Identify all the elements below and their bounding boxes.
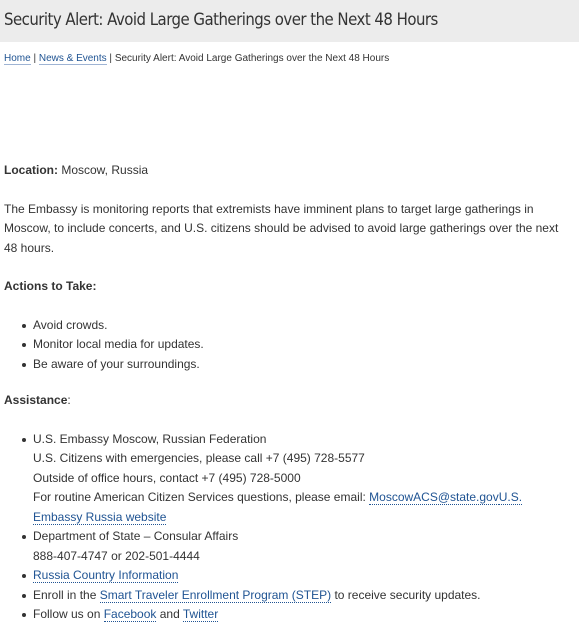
list-item-state-dept [33, 527, 572, 566]
article-body [4, 161, 572, 625]
intro-paragraph: The Embassy is monitoring reports that extremists have imminent plans to target large gatherings in Moscow, to include concerts, and U.S. citizens should be advised to avoid large gatherings over the next 48 hours. [4, 201, 559, 255]
breadcrumb-separator: | [30, 53, 39, 64]
list-item-follow: Follow us on Facebook and Twitter [33, 605, 572, 625]
title-bar [0, 0, 579, 42]
actions-list [4, 316, 572, 375]
breadcrumb-current: Security Alert: Avoid Large Gatherings over the Next 48 Hours [114, 53, 390, 64]
facebook-link[interactable]: Facebook [103, 607, 157, 621]
breadcrumb-home-link[interactable]: Home [4, 53, 31, 64]
breadcrumb-news-link[interactable]: News & Events [38, 53, 107, 64]
list-item: Be aware of your surroundings. [33, 355, 572, 375]
list-item-embassy [33, 430, 572, 528]
state-dept-phones: 888-407-4747 or 202-501-4444 [33, 548, 200, 563]
email-link[interactable]: MoscowACS@state.gov [369, 490, 499, 504]
assistance-list [4, 430, 572, 625]
embassy-emergency: U.S. Citizens with emergencies, please call +7 (495) 728-5577 [33, 451, 365, 465]
embassy-after-hours: Outside of office hours, contact +7 (495) 728-5000 [33, 470, 301, 485]
page-title: Security Alert: Avoid Large Gatherings over the Next 48 Hours [4, 10, 438, 30]
breadcrumb-separator: | [106, 53, 115, 64]
embassy-website-link[interactable]: U.S. Embassy Russia website [33, 490, 523, 524]
list-item-country-info [33, 566, 572, 586]
location-value: Moscow, Russia [58, 163, 149, 177]
state-dept-name: Department of State – Consular Affairs [33, 529, 239, 543]
country-info-link[interactable]: Russia Country Information [33, 568, 179, 582]
twitter-link[interactable]: Twitter [182, 607, 219, 621]
list-item: Avoid crowds. [33, 316, 572, 336]
list-item-step: Enroll in the Smart Traveler Enrollment Program (STEP) to receive security updates. [33, 586, 572, 606]
actions-heading: Actions to Take: [4, 279, 97, 293]
embassy-name: U.S. Embassy Moscow, Russian Federation [33, 431, 267, 446]
embassy-routine-text: For routine American Citizen Services questions, please email: [33, 490, 370, 504]
list-item: Monitor local media for updates. [33, 335, 572, 355]
breadcrumb [4, 53, 389, 64]
assistance-heading: Assistance: [4, 393, 71, 407]
step-link[interactable]: Smart Traveler Enrollment Program (STEP) [99, 587, 332, 602]
location-label: Location: [4, 163, 58, 177]
location-line [4, 161, 572, 181]
